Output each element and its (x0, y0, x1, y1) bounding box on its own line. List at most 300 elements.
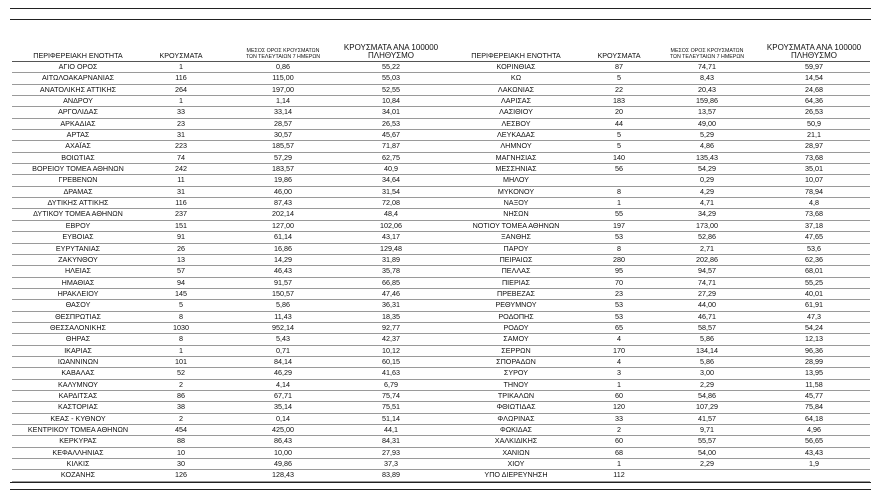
right-name-cell: ΧΑΛΚΙΔΙΚΗΣ (494, 436, 538, 446)
left-name-cell: ΚΕΝΤΡΙΚΟΥ ΤΟΜΕΑ ΑΘΗΝΩΝ (27, 425, 129, 434)
left-cases-cell: 33 (177, 107, 185, 117)
left-name-cell: ΑΝΑΤΟΛΙΚΗΣ ΑΤΤΙΚΗΣ (39, 84, 117, 94)
right-per100k-cell: 73,68 (805, 152, 823, 162)
table-row (12, 209, 870, 220)
right-avg-cell: 202,86 (696, 254, 718, 264)
header-per100k-right-line1: ΚΡΟΥΣΜΑΤΑ ΑΝΑ 100000 (766, 43, 862, 52)
header-cases-right: ΚΡΟΥΣΜΑΤΑ (597, 51, 641, 60)
right-name-cell: ΛΕΥΚΑΔΑΣ (496, 130, 535, 140)
right-avg-cell: 74,71 (698, 277, 716, 287)
left-per100k-cell: 43,17 (382, 232, 400, 242)
right-cases-cell: 20 (615, 107, 623, 117)
right-per100k-cell: 21,1 (807, 130, 821, 140)
right-name-cell: ΝΑΞΟΥ (503, 198, 529, 208)
right-avg-cell: 9,71 (700, 425, 714, 434)
left-per100k-cell: 42,37 (382, 334, 400, 344)
right-per100k-cell: 54,24 (805, 322, 823, 332)
right-cases-cell: 170 (613, 345, 625, 355)
right-cases-cell: 140 (613, 152, 625, 162)
left-name-cell: ΔΡΑΜΑΣ (63, 186, 93, 196)
left-cases-cell: 11 (177, 175, 185, 185)
right-cases-cell: 3 (617, 368, 621, 378)
right-per100k-cell: 64,18 (805, 413, 823, 423)
left-name-cell: ΖΑΚΥΝΘΟΥ (58, 254, 98, 264)
table-body (12, 62, 870, 482)
left-cases-cell: 264 (175, 84, 187, 94)
right-avg-cell: 54,00 (698, 447, 716, 457)
right-name-cell: ΛΑΚΩΝΙΑΣ (497, 84, 535, 94)
right-cases-cell: 2 (617, 425, 621, 434)
table-row (12, 312, 870, 323)
right-avg-cell: 5,86 (700, 356, 714, 366)
right-cases-cell: 8 (617, 186, 621, 196)
left-avg-cell: 28,57 (274, 118, 292, 128)
left-per100k-cell: 75,51 (382, 402, 400, 412)
left-avg-cell: 30,57 (274, 130, 292, 140)
right-cases-cell: 56 (615, 164, 623, 174)
table-row (12, 187, 870, 198)
left-name-cell: ΚΑΛΥΜΝΟΥ (58, 379, 98, 389)
left-avg-cell: 185,57 (272, 141, 294, 151)
left-per100k-cell: 31,89 (382, 254, 400, 264)
left-avg-cell: 11,43 (274, 311, 292, 321)
left-per100k-cell: 6,79 (384, 379, 398, 389)
left-cases-cell: 151 (175, 220, 187, 230)
left-avg-cell: 5,43 (276, 334, 290, 344)
right-name-cell: ΝΗΣΩΝ (503, 209, 529, 219)
header-avg-left-line2: ΤΩΝ ΤΕΛΕΥΤΑΙΩΝ 7 ΗΜΕΡΩΝ (245, 54, 321, 60)
left-name-cell: ΑΧΑΪΑΣ (65, 141, 91, 151)
right-avg-cell: 27,29 (698, 288, 716, 298)
right-per100k-cell: 11,58 (805, 379, 823, 389)
right-name-cell: ΜΗΛΟΥ (503, 175, 529, 185)
left-name-cell: ΓΡΕΒΕΝΩΝ (58, 175, 98, 185)
header-per100k-left-line1: ΚΡΟΥΣΜΑΤΑ ΑΝΑ 100000 (343, 43, 439, 52)
right-avg-cell: 34,29 (698, 209, 716, 219)
header-per100k-left (342, 44, 440, 60)
left-avg-cell: 33,14 (274, 107, 292, 117)
left-cases-cell: 91 (177, 232, 185, 242)
left-name-cell: ΗΡΑΚΛΕΙΟΥ (57, 288, 99, 298)
table-row (12, 357, 870, 368)
table-row (12, 323, 870, 334)
right-cases-cell: 60 (615, 436, 623, 446)
table-row (12, 368, 870, 379)
right-per100k-cell: 28,97 (805, 141, 823, 151)
left-per100k-cell: 36,31 (382, 300, 400, 310)
left-cases-cell: 23 (177, 118, 185, 128)
right-name-cell: ΛΑΡΙΣΑΣ (500, 96, 532, 106)
right-per100k-cell: 13,95 (805, 368, 823, 378)
header-avg-right (662, 48, 752, 60)
right-avg-cell: 94,57 (698, 266, 716, 276)
left-name-cell: ΗΜΑΘΙΑΣ (61, 277, 95, 287)
right-per100k-cell: 59,97 (805, 62, 823, 71)
table-row (12, 107, 870, 118)
right-name-cell: ΝΟΤΙΟΥ ΤΟΜΕΑ ΑΘΗΝΩΝ (472, 220, 560, 230)
header-cases-left: ΚΡΟΥΣΜΑΤΑ (159, 51, 203, 60)
right-name-cell: ΛΕΣΒΟΥ (501, 118, 531, 128)
right-per100k-cell: 1,9 (809, 459, 819, 469)
right-cases-cell: 4 (617, 356, 621, 366)
left-cases-cell: 1 (179, 96, 183, 106)
right-cases-cell: 5 (617, 141, 621, 151)
right-name-cell: ΠΕΙΡΑΙΩΣ (499, 254, 533, 264)
right-avg-cell: 58,57 (698, 322, 716, 332)
left-name-cell: ΒΟΙΩΤΙΑΣ (61, 152, 95, 162)
left-cases-cell: 5 (179, 300, 183, 310)
left-name-cell: ΘΕΣΠΡΩΤΙΑΣ (55, 311, 101, 321)
right-per100k-cell: 45,77 (805, 390, 823, 400)
right-cases-cell: 95 (615, 266, 623, 276)
table-row (12, 119, 870, 130)
right-cases-cell: 112 (613, 470, 625, 480)
table-row (12, 346, 870, 357)
left-per100k-cell: 31,54 (382, 186, 400, 196)
right-avg-cell: 4,86 (700, 141, 714, 151)
right-name-cell: ΛΗΜΝΟΥ (500, 141, 532, 151)
left-avg-cell: 952,14 (272, 322, 294, 332)
right-per100k-cell: 62,36 (805, 254, 823, 264)
left-name-cell: ΕΥΡΥΤΑΝΙΑΣ (55, 243, 101, 253)
table-row (12, 153, 870, 164)
right-name-cell: ΠΕΛΛΑΣ (501, 266, 531, 276)
right-name-cell: ΣΕΡΡΩΝ (501, 345, 531, 355)
right-per100k-cell: 28,99 (805, 356, 823, 366)
left-per100k-cell: 41,63 (382, 368, 400, 378)
right-name-cell: ΧΑΝΙΩΝ (502, 447, 530, 457)
left-avg-cell: 61,14 (274, 232, 292, 242)
right-cases-cell: 1 (617, 198, 621, 208)
right-name-cell: ΠΑΡΟΥ (503, 243, 529, 253)
right-per100k-cell: 78,94 (805, 186, 823, 196)
right-per100k-cell: 55,25 (805, 277, 823, 287)
right-avg-cell: 2,29 (700, 379, 714, 389)
right-avg-cell: 173,00 (696, 220, 718, 230)
left-per100k-cell: 75,74 (382, 390, 400, 400)
right-per100k-cell: 47,3 (807, 311, 821, 321)
right-avg-cell: 54,29 (698, 164, 716, 174)
left-cases-cell: 8 (179, 334, 183, 344)
right-avg-cell: 2,71 (700, 243, 714, 253)
left-avg-cell: 0,14 (276, 413, 290, 423)
left-cases-cell: 10 (177, 447, 185, 457)
left-per100k-cell: 62,75 (382, 152, 400, 162)
left-per100k-cell: 55,22 (382, 62, 400, 71)
right-per100k-cell: 75,84 (805, 402, 823, 412)
left-name-cell: ΚΕΡΚΥΡΑΣ (59, 436, 97, 446)
table-row (12, 278, 870, 289)
left-name-cell: ΕΥΒΟΙΑΣ (62, 232, 94, 242)
left-name-cell: ΔΥΤΙΚΟΥ ΤΟΜΕΑ ΑΘΗΝΩΝ (33, 209, 123, 219)
left-avg-cell: 67,71 (274, 390, 292, 400)
right-cases-cell: 197 (613, 220, 625, 230)
right-name-cell: ΡΟΔΟΥ (503, 322, 529, 332)
left-per100k-cell: 34,01 (382, 107, 400, 117)
left-name-cell: ΚΙΛΚΙΣ (66, 459, 90, 469)
left-per100k-cell: 45,67 (382, 130, 400, 140)
right-name-cell: ΣΑΜΟΥ (503, 334, 529, 344)
left-cases-cell: 52 (177, 368, 185, 378)
right-cases-cell: 5 (617, 73, 621, 83)
table-row (12, 459, 870, 470)
table-row (12, 266, 870, 277)
right-avg-cell: 46,71 (698, 311, 716, 321)
right-per100k-cell: 56,65 (805, 436, 823, 446)
left-avg-cell: 57,29 (274, 152, 292, 162)
table-row (12, 164, 870, 175)
left-per100k-cell: 18,35 (382, 311, 400, 321)
top-rule-1 (10, 8, 871, 9)
left-per100k-cell: 83,89 (382, 470, 400, 480)
left-name-cell: ΚΑΒΑΛΑΣ (61, 368, 95, 378)
left-avg-cell: 425,00 (272, 425, 294, 434)
table-row (12, 198, 870, 209)
right-cases-cell: 55 (615, 209, 623, 219)
table-row (12, 244, 870, 255)
right-name-cell: ΜΕΣΣΗΝΙΑΣ (495, 164, 537, 174)
right-per100k-cell: 10,07 (805, 175, 823, 185)
left-cases-cell: 237 (175, 209, 187, 219)
right-per100k-cell: 40,01 (805, 288, 823, 298)
left-avg-cell: 46,00 (274, 186, 292, 196)
right-per100k-cell: 43,43 (805, 447, 823, 457)
right-cases-cell: 4 (617, 334, 621, 344)
left-cases-cell: 74 (177, 152, 185, 162)
left-name-cell: ΘΗΡΑΣ (65, 334, 91, 344)
right-cases-cell: 183 (613, 96, 625, 106)
right-avg-cell: 135,43 (696, 152, 718, 162)
right-per100k-cell: 26,53 (805, 107, 823, 117)
right-name-cell: ΤΡΙΚΑΛΩΝ (497, 390, 535, 400)
left-avg-cell: 0,71 (276, 345, 290, 355)
cases-table (12, 40, 870, 482)
left-name-cell: ΘΑΣΟΥ (65, 300, 91, 310)
right-name-cell: ΤΗΝΟΥ (503, 379, 529, 389)
right-avg-cell: 4,29 (700, 186, 714, 196)
left-per100k-cell: 48,4 (384, 209, 398, 219)
header-region-right: ΠΕΡΙΦΕΡΕΙΑΚΗ ΕΝΟΤΗΤΑ (471, 51, 561, 60)
table-row (12, 425, 870, 436)
right-avg-cell: 159,86 (696, 96, 718, 106)
right-avg-cell: 20,43 (698, 84, 716, 94)
right-name-cell: ΥΠΟ ΔΙΕΡΕΥΝΗΣΗ (484, 470, 548, 480)
right-name-cell: ΞΑΝΘΗΣ (501, 232, 531, 242)
left-per100k-cell: 47,46 (382, 288, 400, 298)
left-name-cell: ΙΩΑΝΝΙΝΩΝ (57, 356, 99, 366)
right-name-cell: ΦΩΚΙΔΑΣ (500, 425, 532, 434)
left-avg-cell: 4,14 (276, 379, 290, 389)
left-cases-cell: 116 (175, 198, 187, 208)
left-avg-cell: 86,43 (274, 436, 292, 446)
left-cases-cell: 223 (175, 141, 187, 151)
left-per100k-cell: 102,06 (380, 220, 402, 230)
left-avg-cell: 35,14 (274, 402, 292, 412)
table-row (12, 96, 870, 107)
header-per100k-right (764, 44, 864, 60)
right-avg-cell: 107,29 (696, 402, 718, 412)
left-avg-cell: 197,00 (272, 84, 294, 94)
right-cases-cell: 53 (615, 232, 623, 242)
left-avg-cell: 0,86 (276, 62, 290, 71)
left-avg-cell: 150,57 (272, 288, 294, 298)
bottom-rule-1 (10, 482, 871, 483)
left-name-cell: ΘΕΣΣΑΛΟΝΙΚΗΣ (50, 322, 106, 332)
right-name-cell: ΧΙΟΥ (507, 459, 525, 469)
left-name-cell: ΑΓΙΟ ΟΡΟΣ (58, 62, 98, 71)
left-cases-cell: 31 (177, 186, 185, 196)
left-per100k-cell: 40,9 (384, 164, 398, 174)
left-avg-cell: 202,14 (272, 209, 294, 219)
left-avg-cell: 1,14 (276, 96, 290, 106)
left-per100k-cell: 72,08 (382, 198, 400, 208)
right-name-cell: ΚΟΡΙΝΘΙΑΣ (496, 62, 536, 71)
left-name-cell: ΚΑΡΔΙΤΣΑΣ (58, 390, 98, 400)
table-row (12, 402, 870, 413)
right-avg-cell: 54,86 (698, 390, 716, 400)
left-avg-cell: 46,43 (274, 266, 292, 276)
right-name-cell: ΛΑΣΙΘΙΟΥ (499, 107, 533, 117)
left-per100k-cell: 129,48 (380, 243, 402, 253)
right-name-cell: ΡΟΔΟΠΗΣ (498, 311, 534, 321)
left-avg-cell: 5,86 (276, 300, 290, 310)
left-name-cell: ΑΡΤΑΣ (66, 130, 90, 140)
left-avg-cell: 10,00 (274, 447, 292, 457)
right-cases-cell: 33 (615, 413, 623, 423)
left-per100k-cell: 10,12 (382, 345, 400, 355)
right-avg-cell: 3,00 (700, 368, 714, 378)
left-per100k-cell: 51,14 (382, 413, 400, 423)
table-row (12, 85, 870, 96)
right-avg-cell: 55,57 (698, 436, 716, 446)
right-avg-cell: 74,71 (698, 62, 716, 71)
left-name-cell: ΑΝΔΡΟΥ (63, 96, 93, 106)
right-per100k-cell: 12,13 (805, 334, 823, 344)
right-cases-cell: 8 (617, 243, 621, 253)
right-cases-cell: 60 (615, 390, 623, 400)
left-cases-cell: 2 (179, 379, 183, 389)
left-name-cell: ΗΛΕΙΑΣ (64, 266, 92, 276)
left-avg-cell: 84,14 (274, 356, 292, 366)
left-per100k-cell: 52,55 (382, 84, 400, 94)
table-row (12, 232, 870, 243)
right-avg-cell: 0,29 (700, 175, 714, 185)
right-cases-cell: 44 (615, 118, 623, 128)
right-name-cell: ΦΘΙΩΤΙΔΑΣ (496, 402, 536, 412)
right-per100k-cell: 61,91 (805, 300, 823, 310)
table-row (12, 300, 870, 311)
right-name-cell: ΜΥΚΟΝΟΥ (497, 186, 535, 196)
left-cases-cell: 26 (177, 243, 185, 253)
left-per100k-cell: 71,87 (382, 141, 400, 151)
left-cases-cell: 242 (175, 164, 187, 174)
right-name-cell: ΣΠΟΡΑΔΩΝ (496, 356, 536, 366)
left-name-cell: ΚΑΣΤΟΡΙΑΣ (58, 402, 98, 412)
header-avg-left-line1: ΜΕΣΟΣ ΟΡΟΣ ΚΡΟΥΣΜΑΤΩΝ (246, 48, 320, 54)
right-avg-cell: 44,00 (698, 300, 716, 310)
left-per100k-cell: 44,1 (384, 425, 398, 434)
left-avg-cell: 16,86 (274, 243, 292, 253)
right-avg-cell: 13,57 (698, 107, 716, 117)
right-per100k-cell: 4,96 (807, 425, 821, 434)
left-name-cell: ΔΥΤΙΚΗΣ ΑΤΤΙΚΗΣ (47, 198, 109, 208)
left-cases-cell: 1030 (173, 322, 189, 332)
right-cases-cell: 70 (615, 277, 623, 287)
bottom-rule-2 (10, 489, 871, 490)
left-cases-cell: 57 (177, 266, 185, 276)
left-name-cell: ΙΚΑΡΙΑΣ (64, 345, 92, 355)
right-cases-cell: 280 (613, 254, 625, 264)
left-avg-cell: 128,43 (272, 470, 294, 480)
table-row (12, 62, 870, 73)
left-cases-cell: 126 (175, 470, 187, 480)
table-row (12, 73, 870, 84)
right-per100k-cell: 4,8 (809, 198, 819, 208)
left-avg-cell: 91,57 (274, 277, 292, 287)
table-row (12, 221, 870, 232)
table-row (12, 391, 870, 402)
right-avg-cell: 134,14 (696, 345, 718, 355)
left-cases-cell: 454 (175, 425, 187, 434)
right-cases-cell: 5 (617, 130, 621, 140)
right-name-cell: ΡΕΘΥΜΝΟΥ (495, 300, 537, 310)
right-cases-cell: 65 (615, 322, 623, 332)
table-row (12, 141, 870, 152)
left-per100k-cell: 10,84 (382, 96, 400, 106)
right-per100k-cell: 37,18 (805, 220, 823, 230)
left-name-cell: ΚΕΦΑΛΛΗΝΙΑΣ (52, 447, 104, 457)
right-cases-cell: 68 (615, 447, 623, 457)
left-cases-cell: 31 (177, 130, 185, 140)
left-avg-cell: 14,29 (274, 254, 292, 264)
left-name-cell: ΒΟΡΕΙΟΥ ΤΟΜΕΑ ΑΘΗΝΩΝ (32, 164, 124, 174)
left-cases-cell: 86 (177, 390, 185, 400)
right-cases-cell: 53 (615, 300, 623, 310)
right-avg-cell: 4,71 (700, 198, 714, 208)
left-per100k-cell: 37,3 (384, 459, 398, 469)
right-per100k-cell: 64,36 (805, 96, 823, 106)
right-name-cell: ΣΥΡΟΥ (503, 368, 529, 378)
left-cases-cell: 13 (177, 254, 185, 264)
right-per100k-cell: 50,9 (807, 118, 821, 128)
left-avg-cell: 19,86 (274, 175, 292, 185)
right-avg-cell: 49,00 (698, 118, 716, 128)
left-per100k-cell: 60,15 (382, 356, 400, 366)
right-cases-cell: 120 (613, 402, 625, 412)
table-header (12, 40, 870, 62)
right-per100k-cell: 47,65 (805, 232, 823, 242)
left-cases-cell: 2 (179, 413, 183, 423)
table-row (12, 414, 870, 425)
right-per100k-cell: 24,68 (805, 84, 823, 94)
left-per100k-cell: 35,78 (382, 266, 400, 276)
left-avg-cell: 46,29 (274, 368, 292, 378)
left-name-cell: ΑΙΤΩΛΟΑΚΑΡΝΑΝΙΑΣ (41, 73, 115, 83)
table-row (12, 448, 870, 459)
left-name-cell: ΚΕΑΣ - ΚΥΘΝΟΥ (50, 413, 106, 423)
left-avg-cell: 87,43 (274, 198, 292, 208)
header-avg-right-line2: ΤΩΝ ΤΕΛΕΥΤΑΙΩΝ 7 ΗΜΕΡΩΝ (669, 54, 745, 60)
table-row (12, 470, 870, 481)
right-name-cell: ΚΩ (510, 73, 522, 83)
table-row (12, 175, 870, 186)
right-per100k-cell: 73,68 (805, 209, 823, 219)
left-avg-cell: 127,00 (272, 220, 294, 230)
table-row (12, 130, 870, 141)
left-name-cell: ΑΡΓΟΛΙΔΑΣ (58, 107, 98, 117)
right-name-cell: ΜΑΓΝΗΣΙΑΣ (495, 152, 537, 162)
right-cases-cell: 23 (615, 288, 623, 298)
